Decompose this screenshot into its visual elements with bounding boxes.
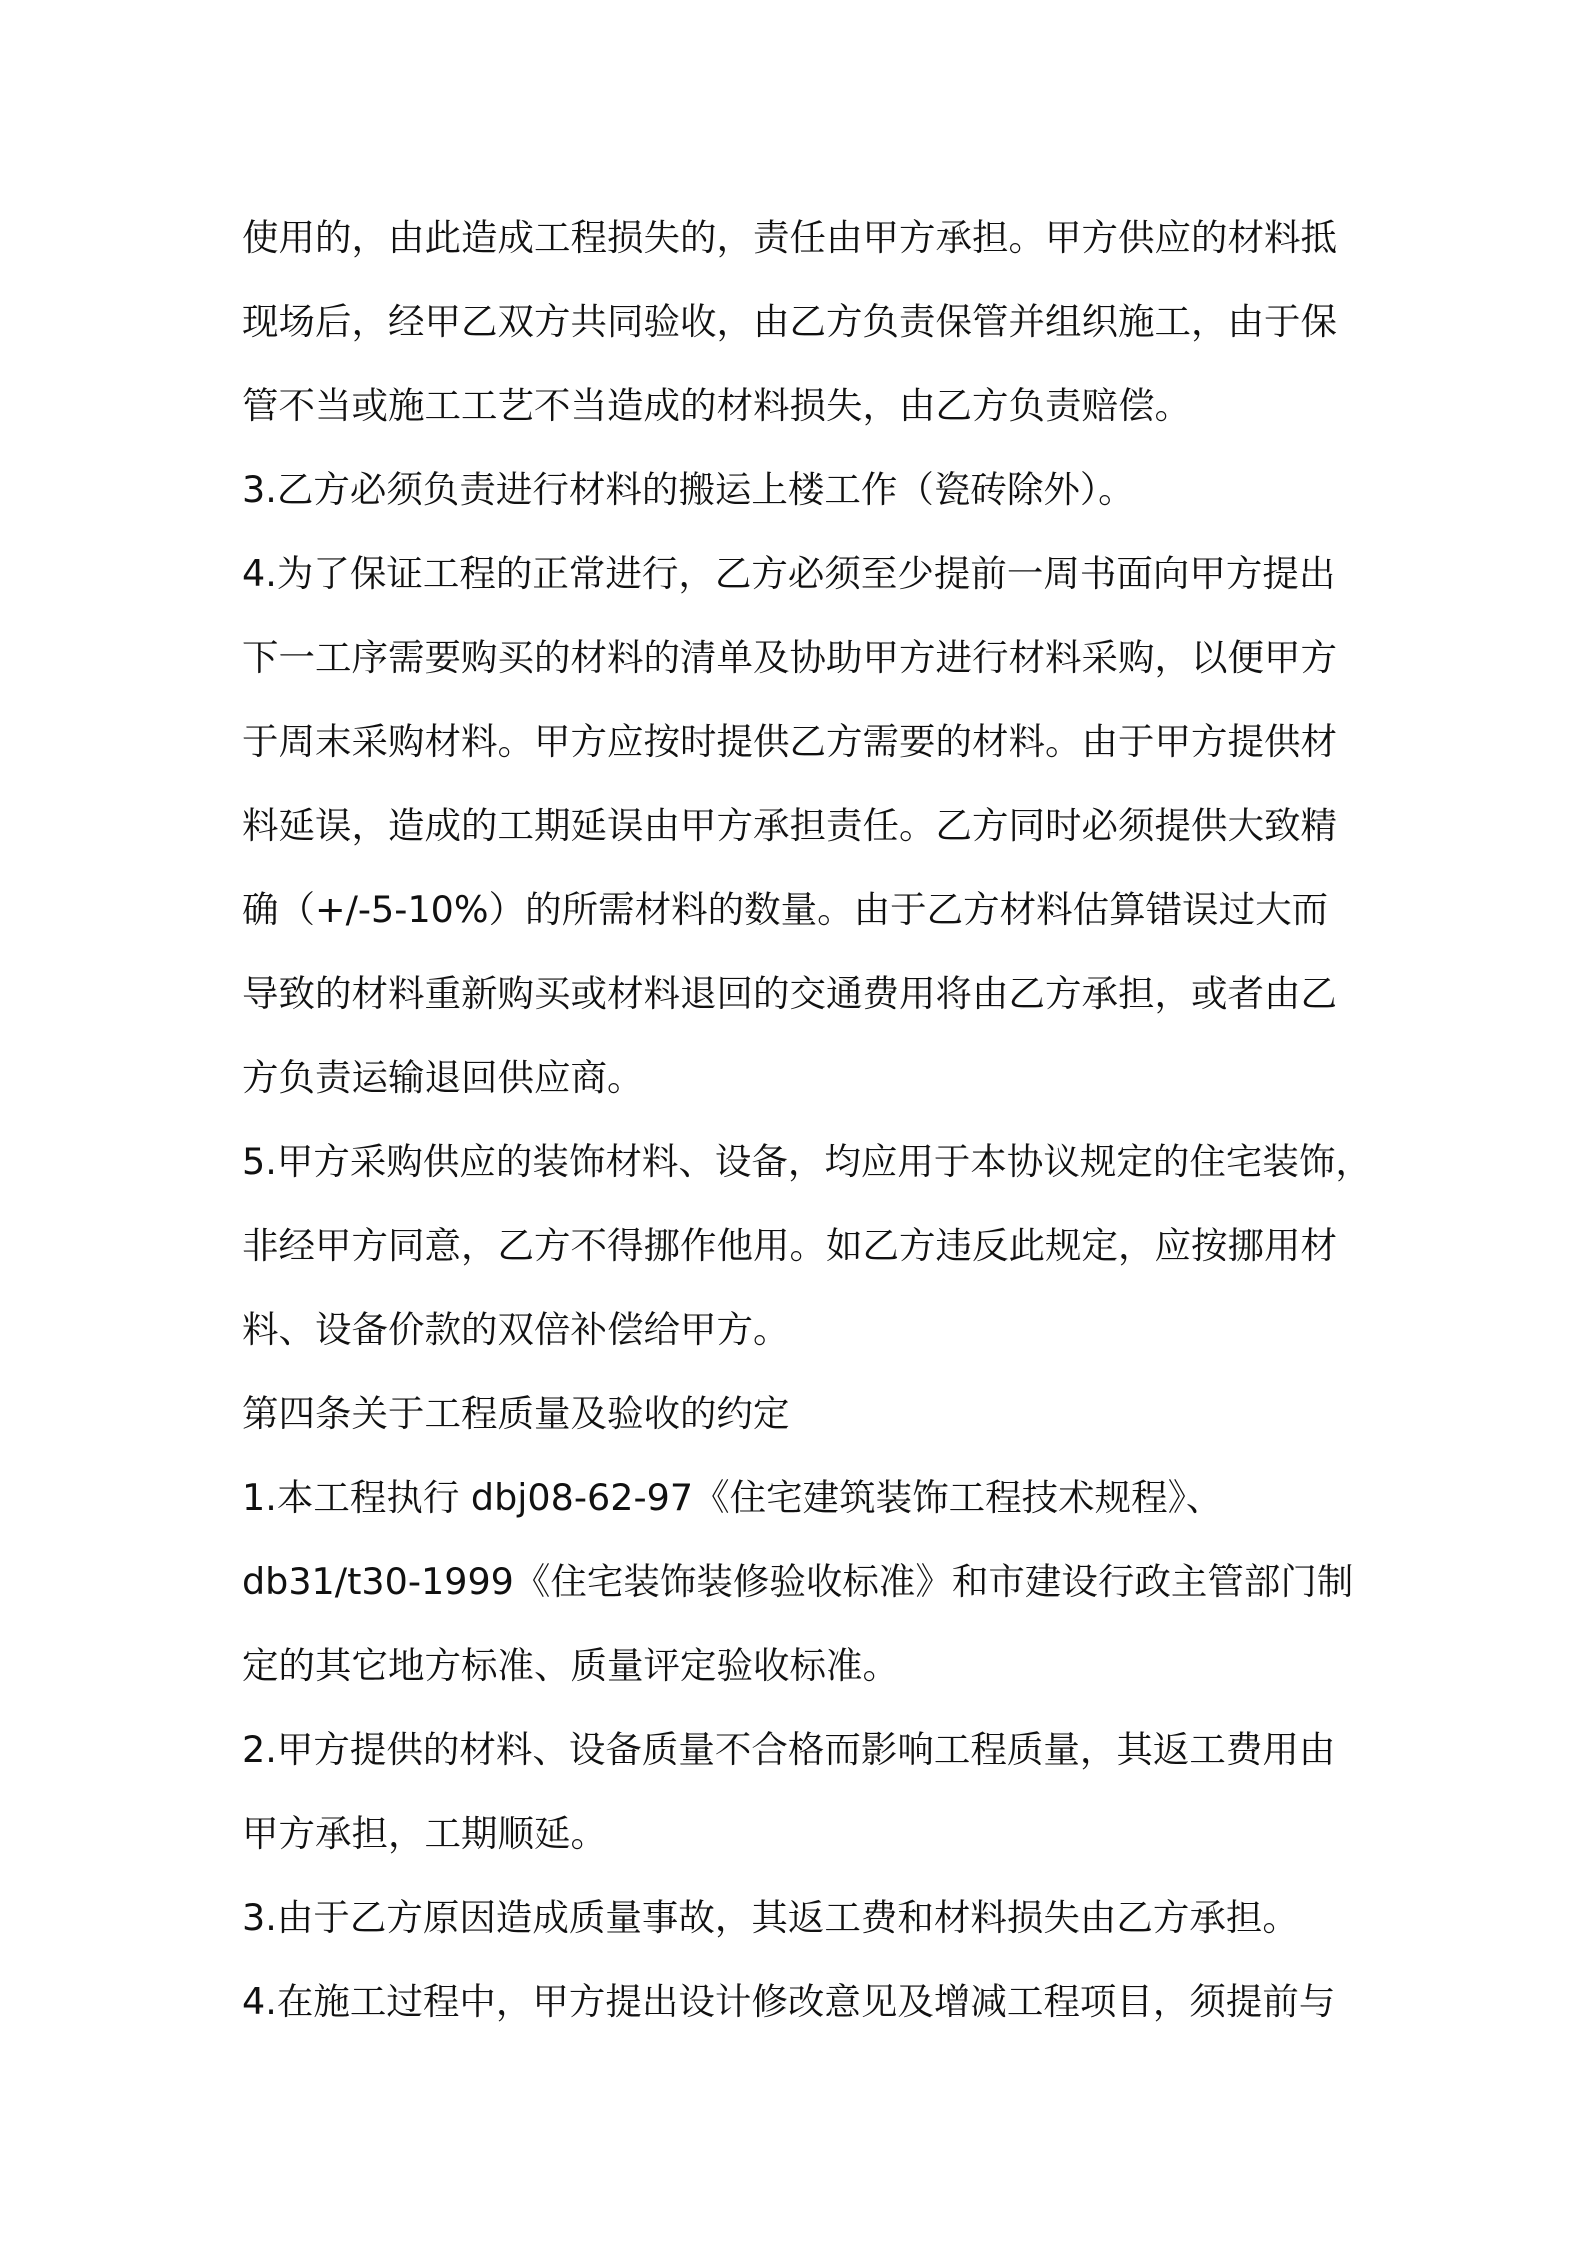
- clause-3-supply: 3.乙方必须负责进行材料的搬运上楼工作（瓷砖除外）。: [242, 468, 1135, 511]
- clause-4-quality: 4.在施工过程中，甲方提出设计修改意见及增减工程项目，须提前与: [242, 1980, 1336, 2023]
- text-line: 非经甲方同意，乙方不得挪作他用。如乙方违反此规定，应按挪用材: [242, 1224, 1337, 1267]
- article-4-heading: 第四条关于工程质量及验收的约定: [242, 1392, 790, 1435]
- clause-3-quality: 3.由于乙方原因造成质量事故，其返工费和材料损失由乙方承担。: [242, 1896, 1299, 1939]
- text-line: 于周末采购材料。甲方应按时提供乙方需要的材料。由于甲方提供材: [242, 720, 1337, 763]
- text-line: 方负责运输退回供应商。: [242, 1056, 644, 1099]
- text-line: db31/t30-1999《住宅装饰装修验收标准》和市建设行政主管部门制: [242, 1560, 1354, 1603]
- text-line: 料延误，造成的工期延误由甲方承担责任。乙方同时必须提供大致精: [242, 804, 1337, 847]
- clause-4-supply: 4.为了保证工程的正常进行，乙方必须至少提前一周书面向甲方提出: [242, 552, 1336, 595]
- text-line: 使用的，由此造成工程损失的，责任由甲方承担。甲方供应的材料抵: [242, 216, 1337, 259]
- text-line: 料、设备价款的双倍补偿给甲方。: [242, 1308, 790, 1351]
- contract-text: [242, 196, 1372, 2044]
- clause-2-quality: 2.甲方提供的材料、设备质量不合格而影响工程质量，其返工费用由: [242, 1728, 1336, 1771]
- text-line: 确（+/-5-10%）的所需材料的数量。由于乙方材料估算错误过大而: [242, 888, 1329, 931]
- text-line: 定的其它地方标准、质量评定验收标准。: [242, 1644, 899, 1687]
- text-line: 导致的材料重新购买或材料退回的交通费用将由乙方承担，或者由乙: [242, 972, 1337, 1015]
- text-line: 甲方承担，工期顺延。: [242, 1812, 607, 1855]
- text-line: 管不当或施工工艺不当造成的材料损失，由乙方负责赔偿。: [242, 384, 1191, 427]
- text-line: 下一工序需要购买的材料的清单及协助甲方进行材料采购，以便甲方: [242, 636, 1337, 679]
- text-line: 现场后，经甲乙双方共同验收，由乙方负责保管并组织施工，由于保: [242, 300, 1337, 343]
- clause-5-supply: 5.甲方采购供应的装饰材料、设备，均应用于本协议规定的住宅装饰，: [242, 1140, 1372, 1183]
- clause-1-quality: 1.本工程执行 dbj08-62-97《住宅建筑装饰工程技术规程》、: [242, 1476, 1223, 1519]
